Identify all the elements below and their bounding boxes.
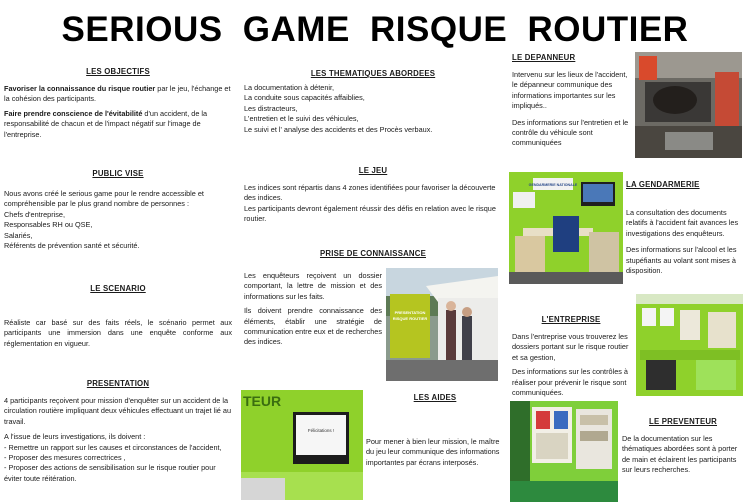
preventeur-text: De la documentation sur les thématiques abordées sont à porter de main et éclairent les participants sur leurs recherches. xyxy=(622,434,738,475)
section-thematiques xyxy=(244,68,502,135)
thematiques-line: La documentation à détenir, xyxy=(244,83,335,93)
presentation-line: A l'issue de leurs investigations, ils doivent : xyxy=(4,432,146,442)
aides-text: Pour mener à bien leur mission, le maître du jeu leur communique des informations importantes par écrans interposés. xyxy=(366,437,500,467)
scenario-text: Réaliste car basé sur des faits réels, le scénario permet aux participants une immersion dans une enquête conforme aux réglementation en vigueur. xyxy=(4,318,232,348)
section-depanneur xyxy=(512,52,632,149)
public-line: Chefs d'entreprise, xyxy=(4,209,66,219)
tent-sign-text: PRESENTATION xyxy=(394,310,426,315)
depanneur-paragraph-2: Des informations sur l'entretien et le contrôle du véhicule sont communiquées xyxy=(512,117,629,148)
presentation-line: - Remettre un rapport sur les causes et circonstances de l'accident, xyxy=(4,442,222,452)
entreprise-heading: L'ENTREPRISE xyxy=(541,315,601,324)
public-heading: PUBLIC VISE xyxy=(92,169,144,178)
prise-paragraph-1: Les enquêteurs reçoivent un dossier comportant, la lettre de mission et des informations sur les faits. xyxy=(244,271,382,301)
prise-heading: PRISE DE CONNAISSANCE xyxy=(319,249,426,258)
depanneur-heading: LE DEPANNEUR xyxy=(512,53,576,62)
public-line: Nous avons créé le serious game pour le rendre accessible et compréhensible par le plus grand nombre de personnes : xyxy=(4,189,204,209)
section-presentation xyxy=(4,378,232,484)
page-title: SERIOUS GAME RISQUE ROUTIER xyxy=(61,10,689,49)
objectifs-p1-rest: par le jeu, l'échange et la cohésion des participants. xyxy=(4,84,231,104)
scenario-heading: LE SCENARIO xyxy=(90,284,146,293)
section-public xyxy=(4,168,232,251)
gendarmerie-heading: LA GENDARMERIE xyxy=(626,180,700,189)
presentation-paragraph: 4 participants reçoivent pour mission d'enquêter sur un accident de la circulation routière impliquant deux véhicules effectuant un trajet lié au travail. xyxy=(4,396,232,426)
thematiques-line: Les distracteurs, xyxy=(244,103,298,113)
entreprise-line: Des informations sur les contrôles à réaliser pour prévenir le risque sont communiquées. xyxy=(512,367,628,397)
thematiques-line: La conduite sous capacités affaiblies, xyxy=(244,93,365,103)
jeu-paragraph-2: Les participants devront également réussir des défis en relation avec le risque routier. xyxy=(244,203,496,224)
photo-preventeur xyxy=(510,401,618,502)
gendarmerie-sign-text: GENDARMERIE NATIONALE xyxy=(528,183,578,187)
gendarmerie-paragraph-2: Des informations sur l'alcool et les stupéfiants au volant sont mises à disposition. xyxy=(626,245,737,275)
section-jeu xyxy=(244,165,502,225)
thematiques-heading: LES THEMATIQUES ABORDEES xyxy=(310,69,436,78)
presentation-line: - Proposer des actions de sensibilisation sur le risque routier pour éviter toute réitération. xyxy=(4,463,216,483)
jeu-paragraph-1: Les indices sont répartis dans 4 zones identifiées pour favoriser la découverte des indices. xyxy=(244,183,496,203)
section-preventeur xyxy=(622,416,744,476)
entreprise-line: Dans l'entreprise vous trouverez les dossiers portant sur le risque routier et sa gestion, xyxy=(512,332,629,362)
public-line: Responsables RH ou QSE, xyxy=(4,220,93,230)
objectifs-paragraph-2 xyxy=(4,109,232,140)
section-aides xyxy=(366,392,504,468)
aides-heading: LES AIDES xyxy=(413,393,457,402)
gendarmerie-paragraph-1: La consultation des documents relatifs à l'accident fait avances les investigations des enquêteurs. xyxy=(626,208,739,238)
objectifs-p2-bold: Faire prendre conscience de l'évitabilité xyxy=(4,108,143,118)
photo-tent xyxy=(386,268,498,381)
presentation-line: - Proposer des mesures correctrices , xyxy=(4,452,126,462)
presentation-heading: PRESENTATION xyxy=(86,379,150,388)
svg-text:RISQUE ROUTIER: RISQUE ROUTIER xyxy=(392,316,428,321)
public-line: Référents de prévention santé et sécurité. xyxy=(4,240,140,250)
screen-text: Félicitations ! xyxy=(307,428,335,433)
photo-screen xyxy=(241,390,363,500)
objectifs-heading: LES OBJECTIFS xyxy=(86,67,150,76)
objectifs-p2-rest: d'un accident, de la responsabilité de chacun et de l'impact négatif sur l'image de l'entreprise. xyxy=(4,108,208,139)
thematiques-line: Le suivi et l' analyse des accidents et des Procès verbaux. xyxy=(244,124,433,134)
objectifs-paragraph-1 xyxy=(4,84,232,105)
section-scenario xyxy=(4,283,232,349)
public-line: Salariés, xyxy=(4,230,33,240)
photo-depanneur xyxy=(635,52,742,158)
thematiques-line: L'entretien et le suivi des véhicules, xyxy=(244,114,359,124)
preventeur-heading: LE PREVENTEUR xyxy=(648,417,718,426)
section-entreprise xyxy=(512,314,630,398)
section-gendarmerie xyxy=(626,179,744,276)
jeu-heading: LE JEU xyxy=(358,166,388,175)
section-objectifs xyxy=(4,66,232,144)
wall-text: TEUR xyxy=(243,393,282,409)
prise-paragraph-2: Ils doivent prendre connaissance des éléments, établir une stratégie de communication entre eux et de recherches des indices. xyxy=(244,306,382,347)
objectifs-p1-bold: Favoriser la connaissance du risque routier xyxy=(4,84,156,94)
depanneur-paragraph-1: Intervenu sur les lieux de l'accident, le dépanneur communique des informations importantes sur les impliqués.. xyxy=(512,70,628,111)
photo-gendarmerie xyxy=(509,172,623,284)
photo-entreprise xyxy=(636,294,743,396)
